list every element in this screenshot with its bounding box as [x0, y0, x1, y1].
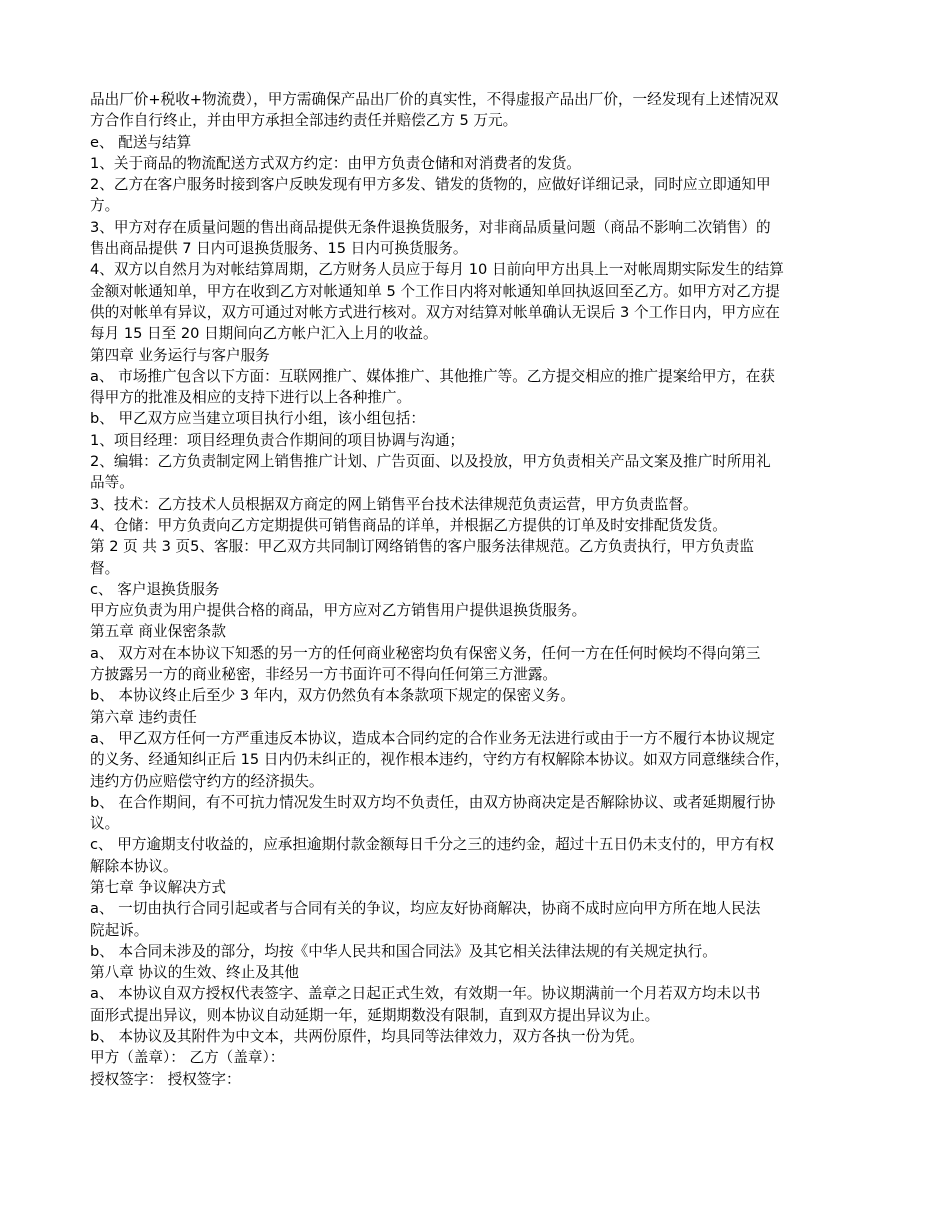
signature-line-auth: 授权签字： 授权签字：: [90, 1070, 241, 1088]
text-line: b、 甲乙双方应当建立项目执行小组，该小组包括：: [90, 410, 425, 428]
text-line: b、 在合作期间，有不可抗力情况发生时双方均不负责任，由双方协商决定是否解除协议、或者延期履行协: [90, 793, 776, 811]
text-line: 品出厂价+税收+物流费），甲方需确保产品出厂价的真实性，不得虚报产品出厂价，一经发现有上述情况双: [90, 91, 779, 108]
chapter-heading: 第六章 违约责任: [90, 708, 197, 726]
chapter-heading: 第七章 争议解决方式: [90, 878, 226, 896]
text-line: b、 本协议终止后至少 3 年内，双方仍然负有本条款项下规定的保密义务。: [90, 687, 575, 705]
text-line: 供的对帐单有异议，双方可通过对帐方式进行核对。双方对结算对帐单确认无误后 3 个工作日内，甲方应在: [90, 303, 780, 321]
text-line: 甲方应负责为用户提供合格的商品，甲方应对乙方销售用户提供退换货服务。: [90, 602, 587, 620]
section-heading: c、 客户退换货服务: [90, 580, 220, 598]
chapter-heading: 第四章 业务运行与客户服务: [90, 346, 270, 364]
text-line: 每月 15 日至 20 日期间向乙方帐户汇入上月的收益。: [90, 325, 438, 343]
text-line: a、 一切由执行合同引起或者与合同有关的争议，均应友好协商解决，协商不成时应向甲方所在地人民法: [90, 900, 761, 918]
text-line: 1、项目经理：项目经理负责合作期间的项目协调与沟通；: [90, 431, 465, 449]
text-line: 3、技术：乙方技术人员根据双方商定的网上销售平台技术法律规范负责运营，甲方负责监督。: [90, 495, 698, 513]
text-line: a、 甲乙双方任何一方严重违反本协议，造成本合同约定的合作业务无法进行或由于一方不履行本协议规定: [90, 729, 775, 747]
chapter-heading: 第五章 商业保密条款: [90, 623, 226, 641]
text-line: 的义务、经通知纠正后 15 日内仍未纠正的，视作根本违约，守约方有权解除本协议。如双方同意继续合作，: [90, 751, 790, 769]
text-line: 方。: [90, 197, 120, 215]
text-line: 4、双方以自然月为对帐结算周期，乙方财务人员应于每月 10 日前向甲方出具上一对帐周期实际发生的结算: [90, 261, 784, 279]
text-line: 得甲方的批准及相应的支持下进行以上各种推广。: [90, 389, 412, 407]
text-line: 1、关于商品的物流配送方式双方约定：由甲方负责仓储和对消费者的发货。: [90, 154, 581, 172]
text-line: 议。: [90, 815, 120, 833]
signature-line-seal: 甲方（盖章）： 乙方（盖章）：: [90, 1049, 285, 1067]
text-line: 院起诉。: [90, 921, 149, 939]
document-page: [90, 89, 865, 1090]
chapter-heading: 第八章 协议的生效、终止及其他: [90, 964, 299, 982]
text-line: 售出商品提供 7 日内可退换货服务、15 日内可换货服务。: [90, 240, 468, 258]
text-line: a、 双方对在本协议下知悉的另一方的任何商业秘密均负有保密义务，任何一方在任何时候均不得向第三: [90, 644, 761, 662]
text-line: 2、乙方在客户服务时接到客户反映发现有甲方多发、错发的货物的，应做好详细记录，同时应立即通知甲: [90, 176, 771, 194]
text-line: a、 本协议自双方授权代表签字、盖章之日起正式生效，有效期一年。协议期满前一个月若双方均未以书: [90, 985, 761, 1003]
text-line: 解除本协议。: [90, 857, 178, 875]
text-line: 面形式提出异议，则本协议自动延期一年，延期期数没有限制，直到双方提出异议为止。: [90, 1006, 660, 1024]
text-line: 违约方仍应赔偿守约方的经济损失。: [90, 772, 324, 790]
text-line: 第 2 页 共 3 页5、客服：甲乙双方共同制订网络销售的客户服务法律规范。乙方负责执行，甲方负责监: [90, 538, 754, 556]
text-line: 金额对帐通知单，甲方在收到乙方对帐通知单 5 个工作日内将对帐通知单回执返回至乙方。如甲方对乙方提: [90, 282, 780, 300]
text-line: 方披露另一方的商业秘密，非经另一方书面许可不得向任何第三方泄露。: [90, 666, 558, 684]
text-line: a、 市场推广包含以下方面：互联网推广、媒体推广、其他推广等。乙方提交相应的推广提案给甲方，在获: [90, 367, 775, 385]
text-line: b、 本协议及其附件为中文本，共两份原件，均具同等法律效力，双方各执一份为凭。: [90, 1028, 644, 1046]
text-line: c、 甲方逾期支付收益的，应承担逾期付款金额每日千分之三的违约金，超过十五日仍未支付的，甲方有权: [90, 836, 774, 854]
text-line: b、 本合同未涉及的部分，均按《中华人民共和国合同法》及其它相关法律法规的有关规定执行。: [90, 942, 717, 960]
text-line: 督。: [90, 559, 120, 577]
text-line: 品等。: [90, 474, 134, 492]
text-line: 2、编辑：乙方负责制定网上销售推广计划、广告页面、以及投放，甲方负责相关产品文案及推广时所用礼: [90, 453, 771, 471]
text-line: 方合作自行终止，并由甲方承担全部违约责任并赔偿乙方 5 万元。: [90, 112, 518, 130]
section-heading: e、 配送与结算: [90, 133, 192, 151]
text-line: 3、甲方对存在质量问题的售出商品提供无条件退换货服务，对非商品质量问题（商品不影响二次销售）的: [90, 218, 771, 236]
text-line: 4、仓储：甲方负责向乙方定期提供可销售商品的详单，并根据乙方提供的订单及时安排配货发货。: [90, 516, 727, 534]
